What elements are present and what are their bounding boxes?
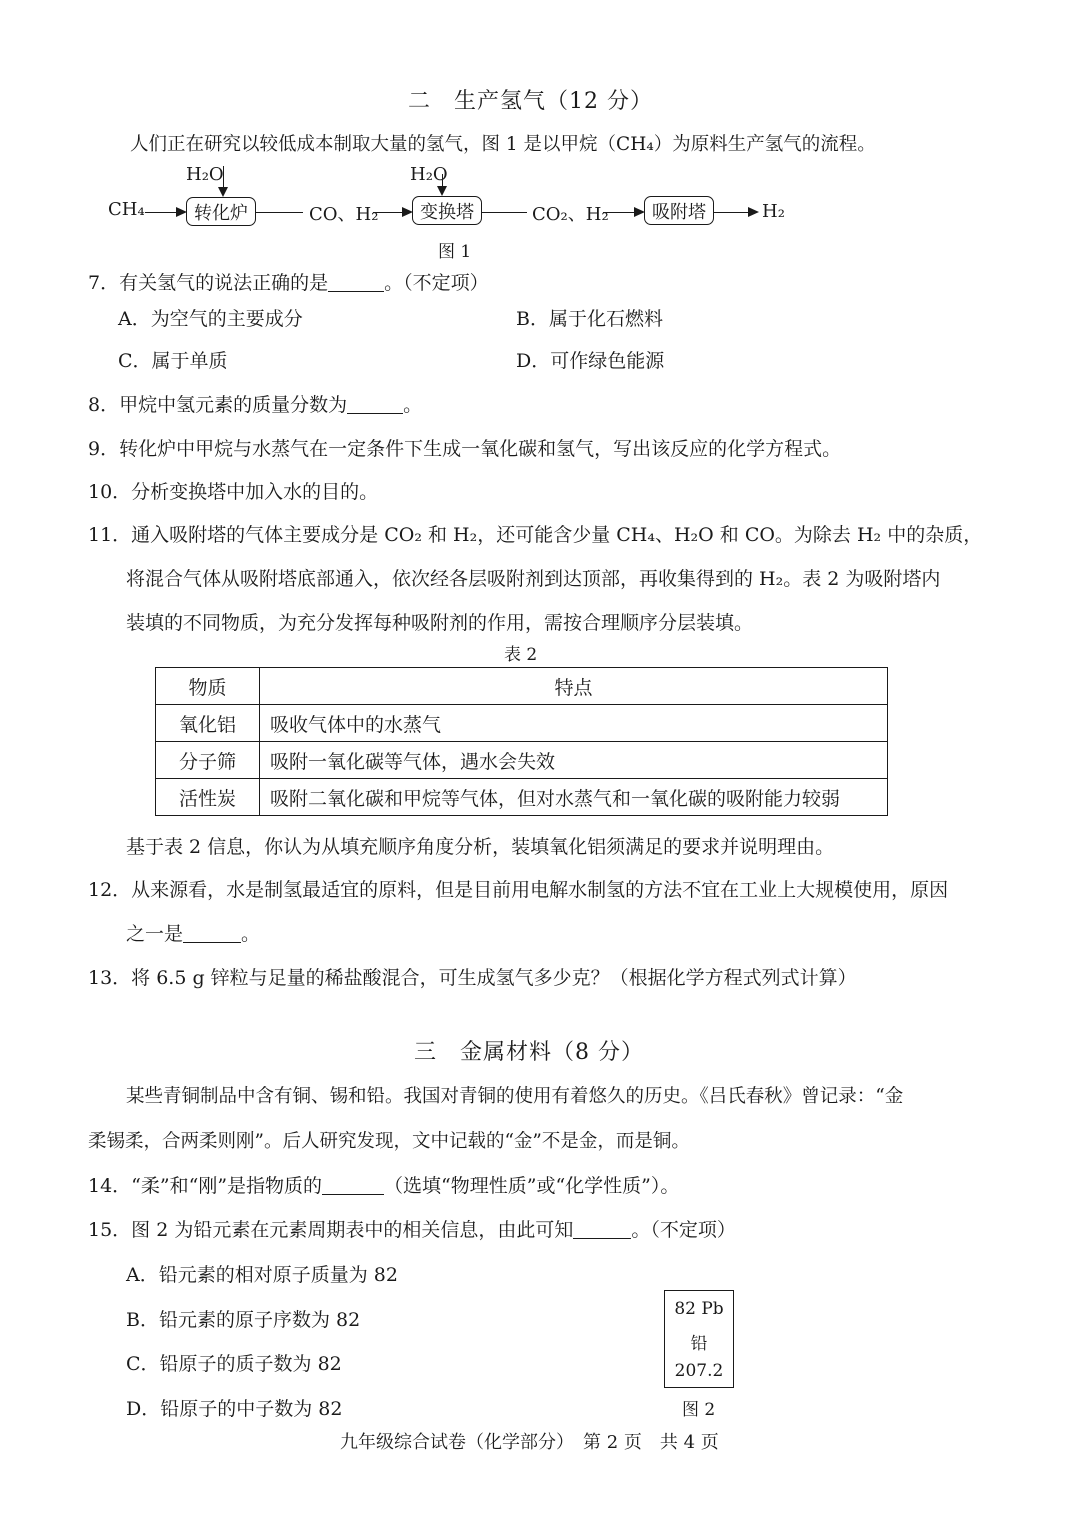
flow-arrow-6 bbox=[713, 212, 757, 213]
flow-box-adsorption-tower: 吸附塔 bbox=[644, 196, 714, 225]
q7-stem-text: 7．有关氢气的说法正确的是 bbox=[88, 272, 329, 294]
flow-arrow-1 bbox=[145, 212, 185, 213]
table2-cell-feature: 吸附二氧化碳和甲烷等气体，但对水蒸气和一氧化碳的吸附能力较弱 bbox=[260, 779, 888, 816]
table2-cell-substance: 分子筛 bbox=[156, 742, 260, 779]
section3-intro-line2: 柔锡柔，合两柔则刚”。后人研究发现，文中记载的“金”不是金，而是铜。 bbox=[88, 1131, 690, 1152]
q8-stem bbox=[88, 394, 422, 417]
q15-stem-suffix: 。（不定项） bbox=[631, 1219, 736, 1241]
table2-cell-substance: 活性炭 bbox=[156, 779, 260, 816]
figure2-element-box bbox=[664, 1290, 734, 1388]
table-row bbox=[156, 742, 888, 779]
flow-arrow-3 bbox=[373, 212, 411, 213]
q12-answer-blank[interactable] bbox=[183, 923, 241, 943]
table2 bbox=[155, 667, 888, 816]
q7-option-c: C．属于单质 bbox=[118, 350, 228, 372]
element-number-symbol: 82 Pb bbox=[674, 1299, 724, 1319]
q7-option-b: B．属于化石燃料 bbox=[516, 308, 663, 330]
q14-stem-suffix: （选填“物理性质”或“化学性质”）。 bbox=[384, 1175, 680, 1197]
flow-label-ch4: CH₄ bbox=[108, 199, 145, 220]
q15-option-d: D．铅原子的中子数为 82 bbox=[126, 1398, 343, 1420]
table-row bbox=[156, 705, 888, 742]
q15-answer-blank[interactable] bbox=[573, 1219, 631, 1239]
flow-label-h2-out: H₂ bbox=[762, 201, 785, 222]
flow-line-2 bbox=[255, 212, 303, 213]
flow-label-h2o-2: H₂O bbox=[410, 164, 448, 185]
q11-line1: 11．通入吸附塔的气体主要成分是 CO₂ 和 H₂，还可能含少量 CH₄、H₂O 和 CO。为除去 H₂ 中的杂质， bbox=[88, 524, 983, 546]
q8-stem-suffix: 。 bbox=[403, 394, 423, 416]
q12-line2-suffix: 。 bbox=[241, 923, 261, 945]
q7-option-d: D．可作绿色能源 bbox=[516, 350, 665, 372]
q15-option-c: C．铅原子的质子数为 82 bbox=[126, 1353, 342, 1375]
section3-intro-line1: 某些青铜制品中含有铜、锡和铅。我国对青铜的使用有着悠久的历史。《吕氏春秋》曾记录：“金 bbox=[126, 1086, 904, 1107]
section2-title: 二 生产氢气（12 分） bbox=[408, 89, 653, 114]
q7-stem bbox=[88, 272, 489, 295]
q12-line1: 12．从来源看，水是制氢最适宜的原料，但是目前用电解水制氢的方法不宜在工业上大规模使用，原因 bbox=[88, 879, 949, 901]
table2-cell-feature: 吸收气体中的水蒸气 bbox=[260, 705, 888, 742]
flow-line-4 bbox=[481, 212, 527, 213]
q12-line2-text: 之一是 bbox=[126, 923, 184, 945]
table2-caption: 表 2 bbox=[504, 645, 538, 665]
q10-stem: 10．分析变换塔中加入水的目的。 bbox=[88, 481, 379, 503]
table2-header-feature: 特点 bbox=[260, 668, 888, 705]
q15-option-b: B．铅元素的原子序数为 82 bbox=[126, 1309, 361, 1331]
q15-stem bbox=[88, 1219, 736, 1242]
flow-label-h2o-1: H₂O bbox=[186, 164, 224, 185]
flow-box-converter: 转化炉 bbox=[186, 197, 256, 226]
page-footer: 九年级综合试卷（化学部分） 第 2 页 共 4 页 bbox=[340, 1432, 719, 1453]
q11-line3: 装填的不同物质，为充分发挥每种吸附剂的作用，需按合理顺序分层装填。 bbox=[126, 612, 754, 634]
element-atomic-mass: 207.2 bbox=[674, 1361, 724, 1381]
q14-stem-text: 14．“柔”和“刚”是指物质的 bbox=[88, 1175, 323, 1197]
q12-line2 bbox=[126, 923, 260, 946]
q7-stem-suffix: 。（不定项） bbox=[384, 272, 489, 294]
q14-answer-blank[interactable] bbox=[322, 1175, 384, 1195]
q13-stem: 13．将 6.5 g 锌粒与足量的稀盐酸混合，可生成氢气多少克？（根据化学方程式列式计算） bbox=[88, 967, 857, 989]
q7-option-a: A．为空气的主要成分 bbox=[118, 308, 303, 330]
flow-box-shift-tower: 变换塔 bbox=[412, 196, 482, 225]
table-row bbox=[156, 779, 888, 816]
q14-stem bbox=[88, 1175, 679, 1198]
element-name: 铅 bbox=[690, 1334, 708, 1354]
section2-intro: 人们正在研究以较低成本制取大量的氢气，图 1 是以甲烷（CH₄）为原料生产氢气的流程。 bbox=[130, 134, 876, 155]
table2-header-row bbox=[156, 668, 888, 705]
q9-stem: 9．转化炉中甲烷与水蒸气在一定条件下生成一氧化碳和氢气，写出该反应的化学方程式。 bbox=[88, 438, 842, 460]
q11-line2: 将混合气体从吸附塔底部通入，依次经各层吸附剂到达顶部，再收集得到的 H₂。表 2 为吸附塔内 bbox=[126, 568, 941, 590]
figure1-caption: 图 1 bbox=[438, 242, 472, 262]
q15-option-a: A．铅元素的相对原子质量为 82 bbox=[126, 1264, 398, 1286]
q11-followup: 基于表 2 信息，你认为从填充顺序角度分析，装填氧化铝须满足的要求并说明理由。 bbox=[126, 836, 835, 858]
q7-answer-blank[interactable] bbox=[328, 272, 384, 292]
table2-header-substance: 物质 bbox=[156, 668, 260, 705]
q8-stem-text: 8．甲烷中氢元素的质量分数为 bbox=[88, 394, 348, 416]
flow-label-co2-h2: CO₂、H₂ bbox=[532, 204, 609, 225]
table2-cell-feature: 吸附一氧化碳等气体，遇水会失效 bbox=[260, 742, 888, 779]
q8-answer-blank[interactable] bbox=[347, 394, 403, 414]
flow-label-co-h2: CO、H₂ bbox=[309, 204, 379, 225]
flow-arrow-h2o-1 bbox=[223, 166, 224, 195]
flow-arrow-5 bbox=[603, 212, 643, 213]
q15-stem-text: 15．图 2 为铅元素在元素周期表中的相关信息，由此可知 bbox=[88, 1219, 574, 1241]
section3-title: 三 金属材料（8 分） bbox=[414, 1040, 644, 1065]
flow-arrow-h2o-2 bbox=[442, 174, 443, 194]
figure2-caption: 图 2 bbox=[682, 1400, 716, 1420]
table2-cell-substance: 氧化铝 bbox=[156, 705, 260, 742]
